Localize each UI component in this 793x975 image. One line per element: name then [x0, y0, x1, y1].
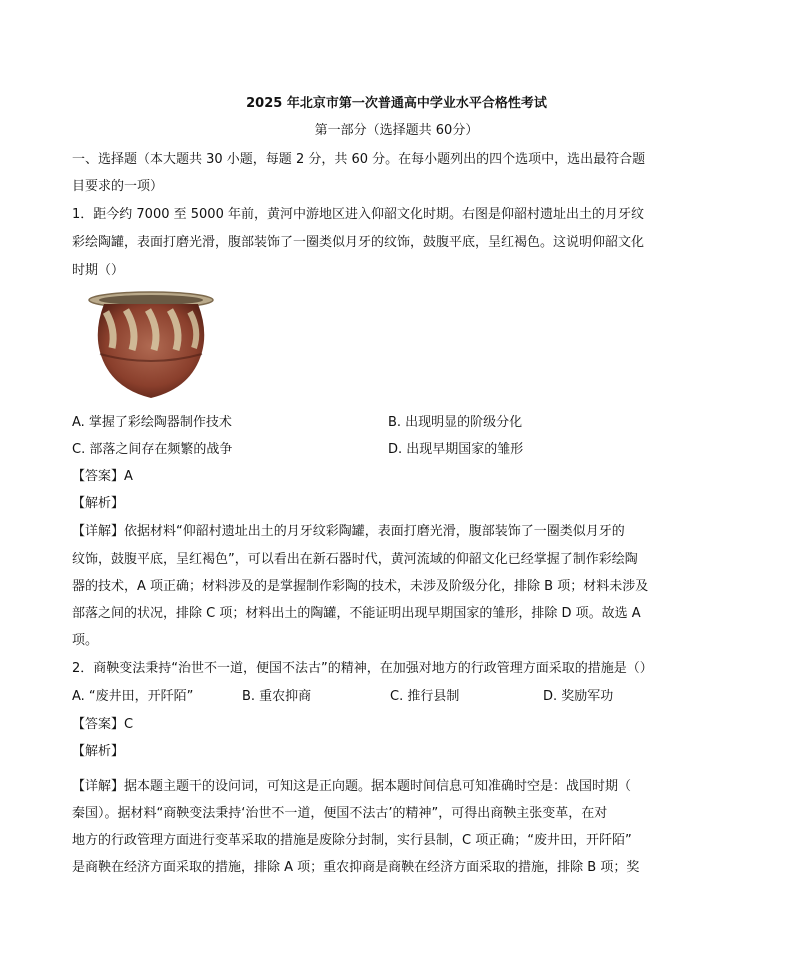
q1-answer: 【答案】A — [72, 469, 133, 484]
q2-detail: 地方的行政管理方面进行变革采取的措施是废除分封制，实行县制，C 项正确；“废井田，开阡陌” — [72, 833, 632, 848]
page-title: 2025 年北京市第一次普通高中学业水平合格性考试 — [246, 96, 547, 111]
q1-detail: 器的技术，A 项正确；材料涉及的是掌握制作彩陶的技术，未涉及阶级分化，排除 B 项；材料未涉及 — [72, 579, 649, 594]
q1-stem: 1．距今约 7000 至 5000 年前，黄河中游地区进入仰韶文化时期。右图是仰韶村遗址出土的月牙纹 — [72, 207, 644, 222]
q2-analysis-label: 【解析】 — [72, 744, 125, 759]
q2-option-a: A. “废井田，开阡陌” — [72, 689, 194, 704]
q2-option-c: C. 推行县制 — [390, 689, 460, 704]
q1-option-b: B. 出现明显的阶级分化 — [388, 415, 523, 430]
painted-pottery-jar-image — [86, 290, 216, 402]
q2-detail: 是商鞅在经济方面采取的措施，排除 A 项；重农抑商是商鞅在经济方面采取的措施，排除 B 项；奖 — [72, 860, 640, 875]
q1-option-a: A. 掌握了彩绘陶器制作技术 — [72, 415, 232, 430]
q1-stem: 时期（） — [72, 263, 125, 278]
q1-stem: 彩绘陶罐，表面打磨光滑，腹部装饰了一圈类似月牙的纹饰，鼓腹平底，呈红褐色。这说明仰韶文化 — [72, 235, 645, 250]
q1-detail: 【详解】依据材料“仰韶村遗址出土的月牙纹彩陶罐，表面打磨光滑，腹部装饰了一圈类似月牙的 — [72, 524, 625, 539]
q1-detail: 纹饰，鼓腹平底，呈红褐色”，可以看出在新石器时代，黄河流域的仰韶文化已经掌握了制作彩绘陶 — [72, 552, 638, 567]
page-subtitle: 第一部分（选择题共 60分） — [314, 123, 479, 138]
q2-option-d: D. 奖励军功 — [543, 689, 614, 704]
q1-analysis-label: 【解析】 — [72, 496, 125, 511]
q2-option-b: B. 重农抑商 — [242, 689, 312, 704]
q1-detail: 项。 — [72, 633, 99, 648]
q2-answer: 【答案】C — [72, 717, 134, 732]
section-heading: 一、选择题（本大题共 30 小题，每题 2 分，共 60 分。在每小题列出的四个选项中，选出最符合题 — [72, 152, 646, 167]
section-heading-cont: 目要求的一项） — [72, 179, 164, 194]
q1-option-c: C. 部落之间存在频繁的战争 — [72, 442, 233, 457]
q2-detail: 【详解】据本题主题干的设问词，可知这是正向题。据本题时间信息可知准确时空是：战国时期（ — [72, 779, 632, 794]
q2-detail: 秦国）。据材料“商鞅变法秉持‘治世不一道，便国不法古’的精神”，可得出商鞅主张变革，在对 — [72, 806, 608, 821]
q1-option-d: D. 出现早期国家的雏形 — [388, 442, 524, 457]
q1-detail: 部落之间的状况，排除 C 项；材料出土的陶罐，不能证明出现早期国家的雏形，排除 D 项。故选 A — [72, 606, 641, 621]
q2-stem: 2．商鞅变法秉持“治世不一道，便国不法古”的精神，在加强对地方的行政管理方面采取的措施是（） — [72, 661, 653, 676]
